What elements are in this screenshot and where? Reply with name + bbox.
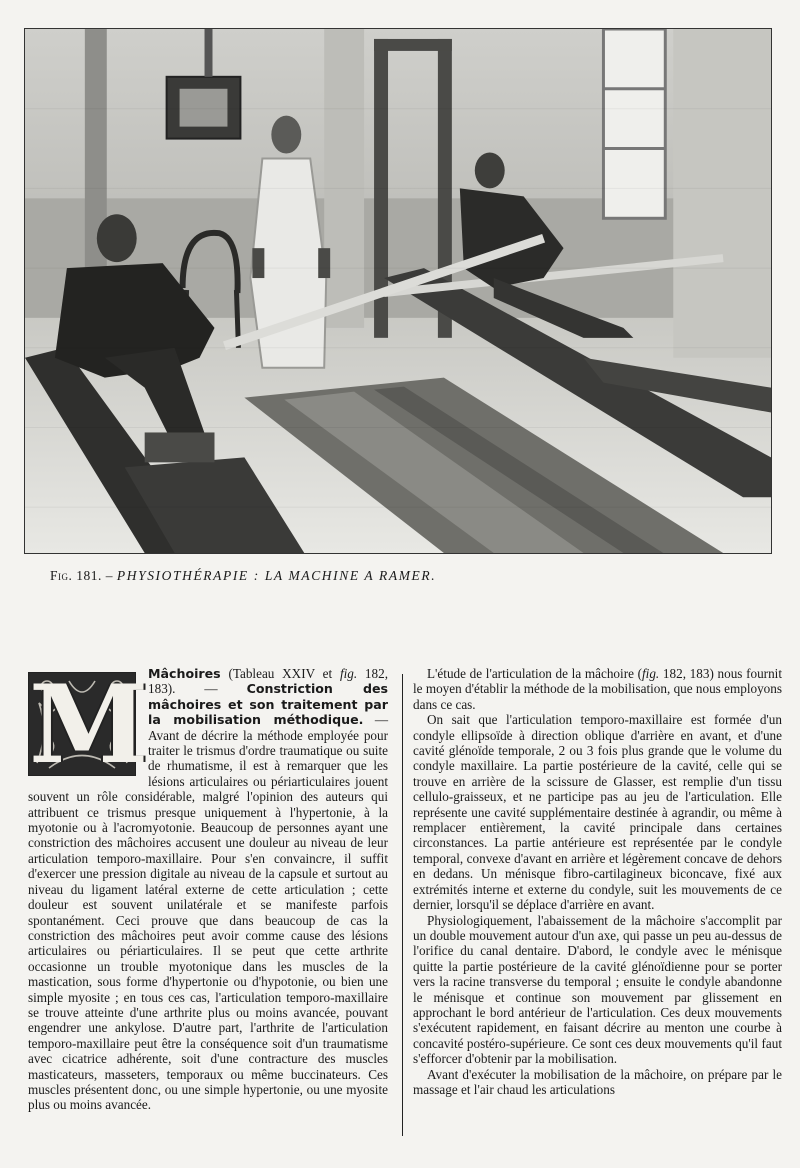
figure-title: PHYSIOTHÉRAPIE : LA MACHINE A RAMER. bbox=[116, 568, 437, 583]
right-p1-end: 182, 183) nous fournit le moyen d'établir la méthode de la mobilisation, que nous employons dans ce cas. bbox=[413, 666, 782, 712]
photo-illustration bbox=[25, 29, 771, 553]
figure-number: Fig. 181. bbox=[50, 568, 102, 583]
figure-caption bbox=[50, 568, 770, 584]
right-p1-start: L'étude de l'articulation de la mâchoire ( bbox=[427, 666, 643, 681]
column-divider bbox=[402, 674, 403, 1136]
left-text-column bbox=[28, 662, 389, 1113]
right-paragraph-2: On sait que l'articulation temporo-maxillaire est formée d'un condyle ellipsoïde à direction oblique d'arrière en avant, et d'une cavité glénoïde temporale, 2 ou 3 fois plus grande que le volume du condyle maxillaire. La partie postérieure de la cavité, celle qui se trouve en arrière de la scissure de Glasser, est remplie d'un tissu cellulo-graisseux, et ne participe pas au jeu de l'articulation. Elle représente une cavité supplémentaire destinée à agrandir, ou même à remplacer entièrement, la cavité principale dans certaines circonstances. La partie antérieure est représentée par le condyle temporal, convexe d'avant en arrière et légèrement concave de dehors en dedans. Un ménisque fibro-cartilagineux biconcave, fixé aux extrémités interne et externe du condyle, suit les mouvements de ce dernier, lorsqu'il se déplace d'arrière en avant. bbox=[413, 712, 782, 913]
right-text-column bbox=[413, 666, 782, 1097]
attendant-head bbox=[271, 116, 301, 154]
right-paragraph-4: Avant d'exécuter la mobilisation de la mâchoire, on prépare par le massage et l'air chaud les articulations bbox=[413, 1066, 782, 1097]
rowing-machine-photograph bbox=[24, 28, 772, 554]
right-paragraph-3: Physiologiquement, l'abaissement de la mâchoire s'accomplit par un double mouvement autour d'un axe, qui passe un peu au-dessus de l'orifice du canal dentaire. D'abord, le condyle avec le ménisque quitte la partie postérieure de la cavité glénoïdienne pour se porter vers la racine transverse du temporal ; ensuite le condyle abandonne le ménisque et continue son mouvement par glissement en approchant le bord antérieur de l'articulation. Ces deux mouvements s'exécutent rapidement, en faisant décrire au menton une courbe à concavité postéro-supérieure. Ce sont ces deux mouvements qu'il faut s'efforcer d'obtenir par la mobilisation. bbox=[413, 912, 782, 1067]
heading-ref-end: 182, 183). — bbox=[148, 666, 388, 697]
ornamental-dropcap bbox=[28, 662, 149, 788]
dropcap-letter: M bbox=[29, 662, 149, 788]
heading-ref-start: (Tableau XXIV et bbox=[220, 666, 340, 681]
right-rower-head bbox=[475, 153, 505, 189]
heading-ref-fig: fig. bbox=[339, 666, 358, 681]
window bbox=[603, 29, 665, 218]
section-heading: Mâchoires bbox=[148, 666, 221, 681]
left-rower-head bbox=[97, 214, 137, 262]
right-paragraph-1 bbox=[413, 666, 782, 712]
left-column-body: — Avant de décrire la méthode employée pour traiter le trismus d'ordre traumatique ou suite de rhumatisme, il est à remarquer que les lésions articulaires ou périarticulaires jouent souvent un rôle considérable, malgré l'opinion des auteurs qui attribuent ce trismus presque uniquement à l'hypertonie, à la myotonie ou à l'acromyotonie. Beaucoup de personnes ayant une constriction des mâchoires accusent une douleur au niveau de leur articulation temporo-maxillaire. Pour s'en convaincre, il suffit d'exercer une pression digitale au niveau de la capsule et surtout au niveau du ligament latéral externe de cette articulation ; cette douleur est souvent unilatérale et se manifeste parfois spontanément. Ceci prouve que dans beaucoup de cas la constriction des mâchoires peut avoir comme cause des lésions articulaires ou périarticulaires. Il se peut que cette arthrite occasionne un trouble myotonique dans les muscles de la mastication, sous forme d'hypertonie ou d'hypotonie, ou bien une simple myosite ; en tous ces cas, l'articulation temporo-maxillaire se trouve atteinte d'une arthrite plus ou moins avancée, pouvant engendrer une ankylose. D'autre part, l'arthrite de l'articulation temporo-maxillaire peut être la conséquence soit d'un traumatisme avec cicatrice adhérente, soit d'une contracture des muscles masticateurs, masseters, temporaux ou même buccinateurs. Ces muscles présentent donc, ou une simple hypertonie, ou une myosite plus ou moins avancée. bbox=[28, 712, 389, 1113]
section-subheading: Constriction des mâchoires et son traitement par la mobilisation méthodique. bbox=[148, 681, 388, 728]
right-p1-fig: fig. bbox=[642, 666, 660, 681]
figure-dash: – bbox=[101, 568, 117, 583]
